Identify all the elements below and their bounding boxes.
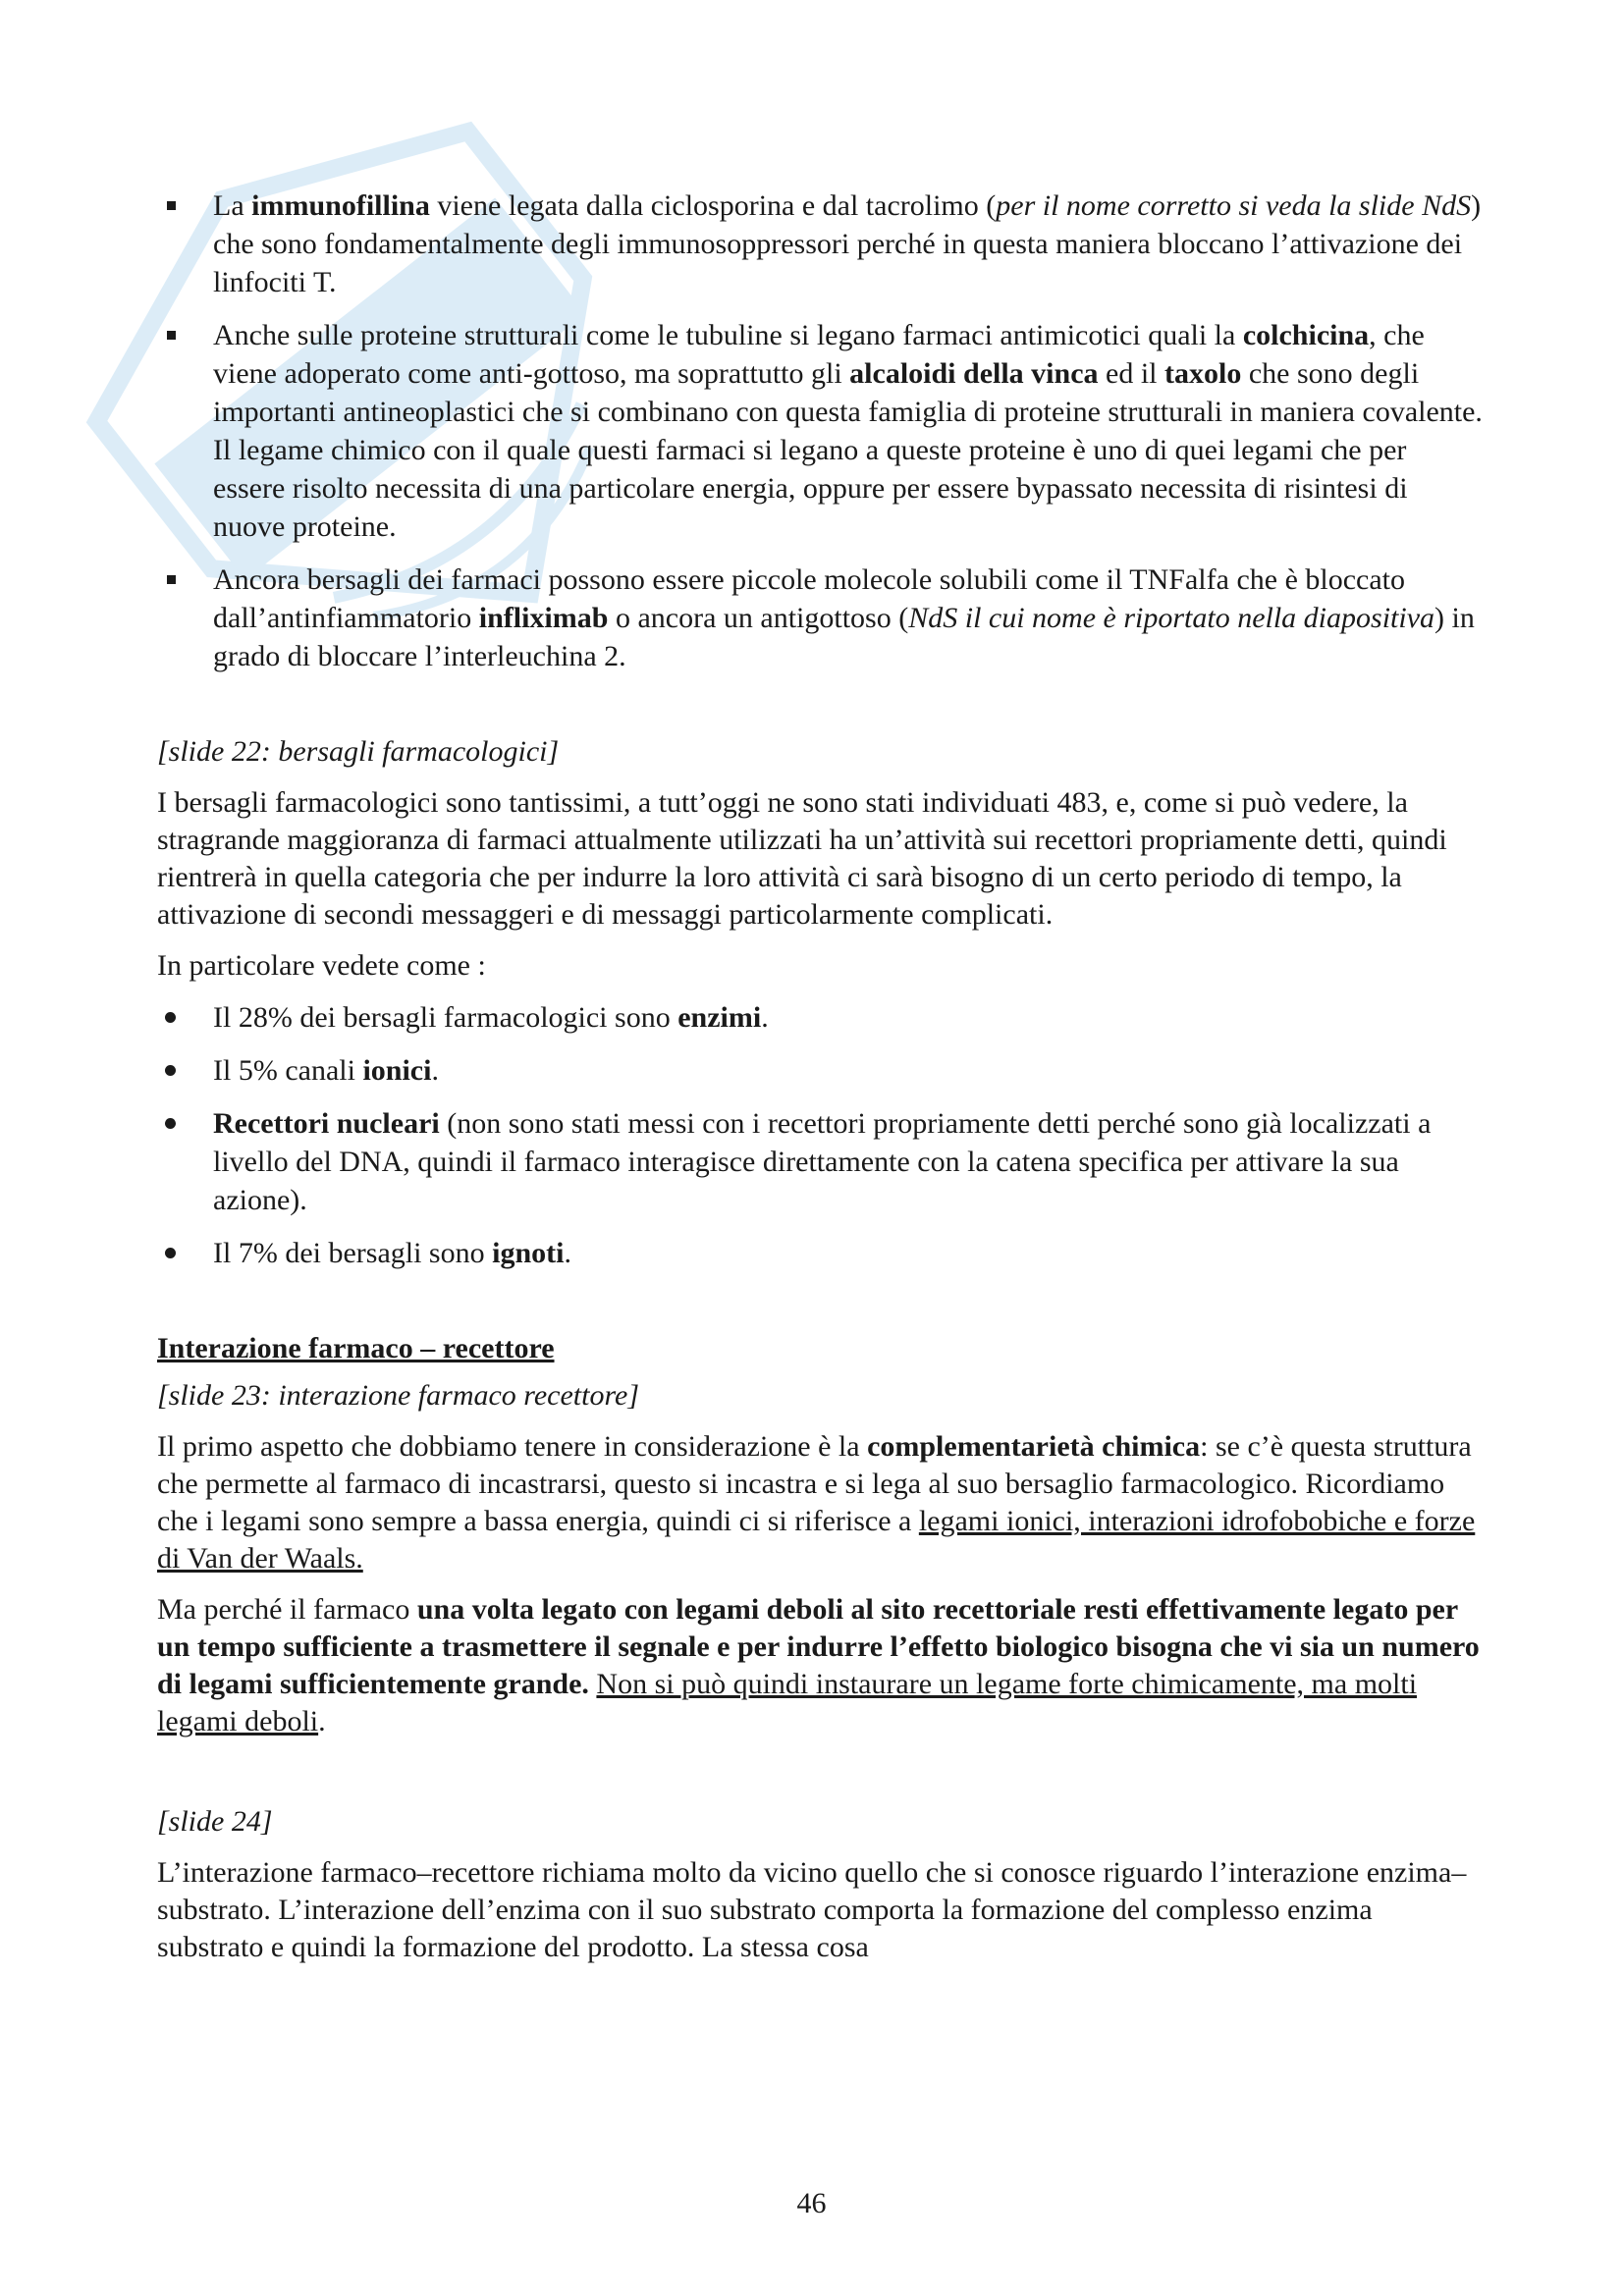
text-run: : se c’è questa struttura che permette al farmaco di incastrarsi, questo si incastra e si lega al suo bersaglio farmacologico. Ricordiamo che i legami sono sempre a bassa energia, quindi ci si riferisce a bbox=[157, 1430, 1472, 1537]
slide-23-paragraph-2 bbox=[157, 1591, 1483, 1740]
list-item bbox=[157, 1104, 1483, 1219]
text-run: Anche sulle proteine strutturali come le tubuline si legano farmaci antimicotici quali la bbox=[213, 319, 1243, 351]
list-item bbox=[157, 998, 1483, 1037]
round-bullet-icon bbox=[165, 1118, 176, 1129]
round-bullet-icon bbox=[165, 1248, 176, 1258]
text-run: taxolo bbox=[1164, 357, 1242, 390]
list-item bbox=[157, 187, 1483, 301]
text-run: . bbox=[318, 1705, 326, 1737]
text-run: ) che sono fondamentalmente degli immunosoppressori perché in questa maniera bloccano l’attivazione dei linfociti T. bbox=[213, 189, 1482, 298]
text-run: ignoti bbox=[492, 1237, 565, 1269]
text-run: o ancora un antigottoso ( bbox=[608, 602, 909, 634]
text-run: Il 7% dei bersagli sono bbox=[213, 1237, 493, 1269]
text-run: colchicina bbox=[1242, 319, 1370, 351]
text-run: Il 28% dei bersagli farmacologici sono bbox=[213, 1001, 678, 1034]
text-run: . bbox=[431, 1054, 439, 1087]
text-run: ) in grado di bloccare l’interleuchina 2. bbox=[213, 602, 1475, 672]
round-bullet-icon bbox=[165, 1012, 176, 1023]
text-run: complementarietà chimica bbox=[867, 1430, 1201, 1463]
text-run: per il nome corretto si veda la slide NdS bbox=[996, 189, 1472, 222]
text-run: NdS il cui nome è riportato nella diapositiva bbox=[908, 602, 1435, 634]
text-run: . bbox=[761, 1001, 769, 1034]
text-run: Il primo aspetto che dobbiamo tenere in considerazione è la bbox=[157, 1430, 868, 1463]
slide-22-label: [slide 22: bersagli farmacologici] bbox=[157, 735, 560, 768]
text-run: (non sono stati messi con i recettori propriamente detti perché sono già localizzati a livello del DNA, quindi il farmaco interagisce direttamente con la catena specifica per attivare la sua azione). bbox=[213, 1107, 1432, 1216]
text-run: . bbox=[564, 1237, 571, 1269]
list-item bbox=[157, 316, 1483, 546]
text-run: ed il bbox=[1098, 357, 1165, 390]
square-bullet-icon bbox=[167, 575, 176, 584]
slide-24-paragraph: L’interazione farmaco–recettore richiama molto da vicino quello che si conosce riguardo l’interazione enzima–substrato. L’interazione dell’enzima con il suo substrato comporta la formazione del complesso enzima substrato e quindi la formazione del prodotto. La stessa cosa bbox=[157, 1856, 1467, 1963]
bullet-list-targets bbox=[157, 187, 1483, 675]
text-run: immunofillina bbox=[251, 189, 430, 222]
text-run: che sono degli importanti antineoplastici che si combinano con questa famiglia di proteine strutturali in maniera covalente. Il legame chimico con il quale questi farmaci si legano a queste proteine è uno di quei legami che per essere risolto necessita di una particolare energia, oppure per essere bypassato necessita di risintesi di nuove proteine. bbox=[213, 357, 1483, 543]
text-run: infliximab bbox=[478, 602, 609, 634]
text-run: Recettori nucleari bbox=[213, 1107, 440, 1140]
slide-22-intro: In particolare vedete come : bbox=[157, 949, 486, 982]
text-run: viene legata dalla ciclosporina e dal tacrolimo ( bbox=[429, 189, 997, 222]
list-item bbox=[157, 561, 1483, 675]
square-bullet-icon bbox=[167, 331, 176, 340]
text-run: Ma perché il farmaco bbox=[157, 1593, 417, 1626]
round-bullet-icon bbox=[165, 1065, 176, 1076]
list-item bbox=[157, 1051, 1483, 1090]
text-run: Il 5% canali bbox=[213, 1054, 363, 1087]
text-run: alcaloidi della vinca bbox=[849, 357, 1099, 390]
slide-22-paragraph: I bersagli farmacologici sono tantissimi, a tutt’oggi ne sono stati individuati 483, e, come si può vedere, la stragrande maggioranza di farmaci attualmente utilizzati ha un’attività sui recettori propriamente detti, quindi rientrerà in quella categoria che per indurre la loro attività ci sarà bisogno di un certo periodo di tempo, la attivazione di secondi messaggeri e di messaggi particolarmente complicati. bbox=[157, 786, 1447, 931]
text-run: enzimi bbox=[677, 1001, 762, 1034]
section-heading: Interazione farmaco – recettore bbox=[157, 1332, 555, 1364]
slide-23-paragraph-1 bbox=[157, 1428, 1483, 1577]
text-run: La bbox=[213, 189, 252, 222]
text-run: Non si può quindi instaurare un legame forte chimicamente, ma molti legami deboli bbox=[157, 1668, 1418, 1737]
slide-23-label: [slide 23: interazione farmaco recettore] bbox=[157, 1379, 640, 1412]
slide-24-label: [slide 24] bbox=[157, 1805, 273, 1838]
bullet-list-percentages bbox=[157, 998, 1483, 1272]
text-run: ionici bbox=[362, 1054, 432, 1087]
square-bullet-icon bbox=[167, 201, 176, 210]
list-item bbox=[157, 1234, 1483, 1272]
text-run: Ancora bersagli dei farmaci possono essere piccole molecole solubili come il TNFalfa che è bloccato dall’antinfiammatorio bbox=[213, 563, 1406, 634]
document-page bbox=[157, 187, 1483, 1980]
text-run: legami ionici, interazioni idrofobobiche e forze di Van der Waals. bbox=[157, 1505, 1476, 1575]
text-run: una volta legato con legami deboli al sito recettoriale resti effettivamente legato per un tempo sufficiente a trasmettere il segnale e per indurre l’effetto biologico bisogna che vi sia un numero di legami sufficientemente grande. bbox=[157, 1593, 1480, 1700]
page-number: 46 bbox=[796, 2187, 827, 2219]
text-run: , che viene adoperato come anti-gottoso, ma soprattutto gli bbox=[213, 319, 1425, 390]
